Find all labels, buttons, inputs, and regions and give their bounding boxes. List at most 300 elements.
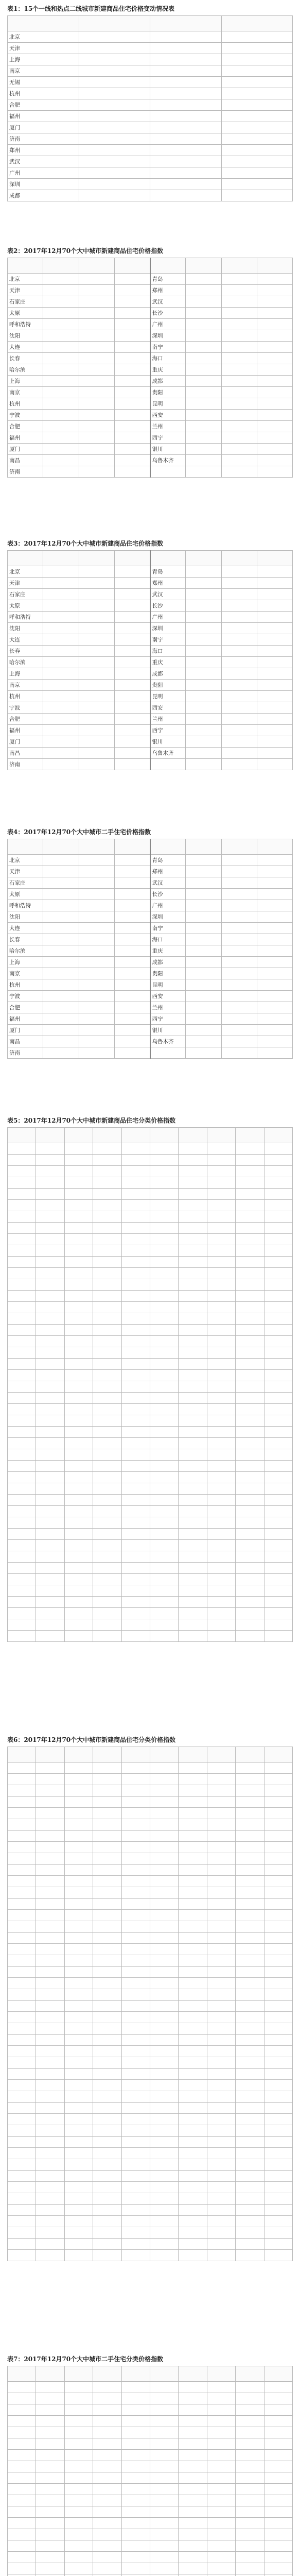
value-cell (150, 133, 222, 145)
value-cell (236, 2001, 264, 2012)
city-cell: 武汉 (150, 589, 186, 600)
table-header-row (8, 16, 293, 31)
value-cell (257, 945, 292, 957)
value-cell (114, 589, 150, 600)
table-row (8, 1540, 293, 1551)
value-cell (36, 1967, 64, 1978)
value-cell (36, 2012, 64, 2023)
value-cell (79, 877, 114, 889)
value-cell (93, 2148, 121, 2159)
city-cell (8, 1291, 36, 1302)
value-cell (179, 1853, 207, 1865)
table-title: 表3：2017年12月70个大中城市新建商品住宅价格指数 (7, 540, 164, 547)
value-cell (207, 1200, 235, 1211)
value-cell (64, 1166, 93, 1177)
value-cell (121, 1381, 150, 1393)
table-row (8, 2495, 293, 2506)
value-cell (264, 1393, 292, 1404)
table-row (8, 2080, 293, 2091)
table-row (8, 2518, 293, 2529)
city-cell (8, 1313, 36, 1325)
value-cell (264, 1483, 292, 1495)
value-cell (114, 432, 150, 444)
value-cell (264, 1967, 292, 1978)
value-cell (264, 1166, 292, 1177)
table-row (8, 1529, 293, 1540)
city-cell: 北京 (8, 566, 43, 578)
value-cell (207, 2001, 235, 2012)
value-cell (257, 589, 292, 600)
value-cell (150, 1876, 178, 1887)
value-cell (93, 1347, 121, 1359)
value-cell (150, 43, 222, 54)
value-cell (79, 455, 114, 466)
value-cell (179, 1762, 207, 1774)
value-cell (79, 308, 114, 319)
city-cell (8, 2563, 36, 2574)
value-cell (150, 2159, 178, 2171)
value-cell (186, 612, 221, 623)
value-cell (93, 1325, 121, 1336)
value-cell (36, 1211, 64, 1223)
value-cell (114, 866, 150, 877)
value-cell (179, 2216, 207, 2227)
value-cell (114, 934, 150, 945)
value-cell (221, 410, 257, 421)
city-cell (8, 1359, 36, 1370)
table-row (8, 1955, 293, 1967)
value-cell (114, 578, 150, 589)
value-cell (186, 342, 221, 353)
value-cell (121, 2552, 150, 2563)
value-cell (150, 2239, 178, 2250)
value-cell (36, 2069, 64, 2080)
table-row (8, 1608, 293, 1619)
value-cell (43, 566, 79, 578)
city-cell: 厦门 (8, 1025, 43, 1036)
value-cell (179, 2057, 207, 2069)
city-cell (8, 1517, 36, 1529)
table-row (8, 1245, 293, 1257)
data-table (7, 839, 293, 1059)
value-cell (79, 330, 114, 342)
value-cell (36, 1819, 64, 1831)
table-header-row (8, 551, 293, 566)
value-cell (207, 2080, 235, 2091)
value-cell (236, 2046, 264, 2057)
value-cell (264, 1819, 292, 1831)
value-cell (36, 1989, 64, 2001)
value-cell (64, 2540, 93, 2552)
value-cell (121, 1944, 150, 1955)
value-cell (221, 330, 257, 342)
table-row (8, 1631, 293, 1642)
value-cell (36, 1899, 64, 1910)
value-cell (93, 1223, 121, 1234)
value-cell (64, 1808, 93, 1819)
table-row (8, 1853, 293, 1865)
value-cell (36, 1302, 64, 1313)
value-cell (64, 2416, 93, 2427)
table-row (8, 2159, 293, 2171)
value-cell (64, 2182, 93, 2193)
value-cell (264, 2427, 292, 2438)
value-cell (236, 1921, 264, 1933)
value-cell (93, 1842, 121, 1853)
value-cell (114, 1013, 150, 1025)
city-cell (8, 1608, 36, 1619)
value-cell (64, 1819, 93, 1831)
city-cell: 青岛 (150, 855, 186, 866)
value-cell (221, 285, 257, 296)
value-cell (114, 714, 150, 725)
city-cell (8, 2227, 36, 2239)
table-row (8, 1483, 293, 1495)
value-cell (121, 1842, 150, 1853)
value-cell (179, 1978, 207, 1989)
city-cell: 成都 (8, 190, 79, 201)
value-cell (121, 2069, 150, 2080)
value-cell (150, 1438, 178, 1449)
table-row (8, 979, 293, 991)
value-cell (93, 2103, 121, 2114)
value-cell (64, 1944, 93, 1955)
value-cell (179, 2012, 207, 2023)
value-cell (93, 2069, 121, 2080)
city-cell: 呼和浩特 (8, 612, 43, 623)
value-cell (236, 2472, 264, 2484)
value-cell (179, 1189, 207, 1200)
table-row (8, 566, 293, 578)
value-cell (36, 1155, 64, 1166)
value-cell (186, 714, 221, 725)
table-header-cell (114, 839, 150, 855)
value-cell (150, 1608, 178, 1619)
value-cell (264, 1921, 292, 1933)
value-cell (64, 1483, 93, 1495)
value-cell (121, 1495, 150, 1506)
table-header-cell (186, 258, 221, 274)
value-cell (207, 1506, 235, 1517)
value-cell (186, 736, 221, 748)
value-cell (93, 1921, 121, 1933)
value-cell (236, 1177, 264, 1189)
table-row (8, 968, 293, 979)
value-cell (64, 1887, 93, 1899)
value-cell (36, 1631, 64, 1642)
city-cell (8, 2057, 36, 2069)
value-cell (264, 1155, 292, 1166)
value-cell (264, 1563, 292, 1574)
value-cell (43, 923, 79, 934)
value-cell (64, 2393, 93, 2404)
value-cell (179, 1551, 207, 1563)
value-cell (121, 2193, 150, 2205)
city-cell (8, 2472, 36, 2484)
value-cell (36, 1438, 64, 1449)
value-cell (64, 1200, 93, 1211)
value-cell (150, 1819, 178, 1831)
value-cell (179, 1155, 207, 1166)
value-cell (179, 1619, 207, 1631)
table-row (8, 1495, 293, 1506)
city-cell (8, 1978, 36, 1989)
table-title: 表2：2017年12月70个大中城市新建商品住宅价格指数 (7, 247, 164, 255)
value-cell (36, 2438, 64, 2450)
value-cell (121, 1166, 150, 1177)
value-cell (207, 2125, 235, 2137)
value-cell (179, 2540, 207, 2552)
value-cell (79, 99, 150, 111)
table-row (8, 2506, 293, 2518)
value-cell (121, 2103, 150, 2114)
city-cell (8, 2159, 36, 2171)
value-cell (93, 2114, 121, 2125)
value-cell (221, 319, 257, 330)
value-cell (257, 410, 292, 421)
value-cell (79, 668, 114, 680)
value-cell (179, 2069, 207, 2080)
value-cell (150, 167, 222, 179)
value-cell (79, 342, 114, 353)
value-cell (207, 2171, 235, 2182)
value-cell (43, 466, 79, 478)
city-cell (8, 1347, 36, 1359)
table-header-cell (150, 258, 186, 274)
value-cell (221, 691, 257, 702)
city-cell (8, 2552, 36, 2563)
table-header-cell (121, 1128, 150, 1143)
value-cell (221, 444, 257, 455)
value-cell (150, 2518, 178, 2529)
table-row (8, 1619, 293, 1631)
table-header-cell (8, 551, 43, 566)
value-cell (79, 398, 114, 410)
value-cell (264, 2484, 292, 2495)
value-cell (150, 1381, 178, 1393)
value-cell (36, 2023, 64, 2035)
value-cell (36, 2216, 64, 2227)
value-cell (93, 1853, 121, 1865)
value-cell (79, 589, 114, 600)
table-row (8, 1177, 293, 1189)
value-cell (114, 330, 150, 342)
value-cell (43, 680, 79, 691)
value-cell (36, 1291, 64, 1302)
table-row (8, 421, 293, 432)
value-cell (236, 1619, 264, 1631)
city-cell: 大连 (8, 342, 43, 353)
value-cell (93, 2023, 121, 2035)
value-cell (114, 646, 150, 657)
city-cell: 南宁 (150, 923, 186, 934)
value-cell (186, 979, 221, 991)
table-row (8, 1143, 293, 1155)
city-cell: 海口 (150, 646, 186, 657)
value-cell (36, 1495, 64, 1506)
value-cell (64, 2438, 93, 2450)
city-cell: 福州 (8, 725, 43, 736)
value-cell (150, 1631, 178, 1642)
value-cell (221, 566, 257, 578)
value-cell (186, 387, 221, 398)
value-cell (36, 1279, 64, 1291)
value-cell (150, 99, 222, 111)
table-row (8, 668, 293, 680)
city-cell (8, 1563, 36, 1574)
table-header-cell (221, 551, 257, 566)
city-cell: 济南 (8, 133, 79, 145)
value-cell (179, 1449, 207, 1461)
value-cell (64, 2035, 93, 2046)
value-cell (64, 1211, 93, 1223)
value-cell (64, 1472, 93, 1483)
table-header-cell (179, 2366, 207, 2382)
value-cell (43, 600, 79, 612)
city-cell (8, 1381, 36, 1393)
value-cell (121, 1529, 150, 1540)
value-cell (221, 190, 293, 201)
city-cell (8, 2461, 36, 2472)
table-header-cell (257, 839, 292, 855)
value-cell (121, 2137, 150, 2148)
value-cell (264, 1211, 292, 1223)
city-cell: 南宁 (150, 342, 186, 353)
value-cell (114, 612, 150, 623)
value-cell (236, 1404, 264, 1415)
value-cell (93, 1585, 121, 1597)
value-cell (179, 2404, 207, 2416)
value-cell (93, 1415, 121, 1427)
table-row (8, 2114, 293, 2125)
value-cell (236, 2393, 264, 2404)
value-cell (221, 308, 257, 319)
city-cell (8, 1393, 36, 1404)
value-cell (150, 2506, 178, 2518)
city-cell: 昆明 (150, 979, 186, 991)
city-cell (8, 2012, 36, 2023)
value-cell (207, 1785, 235, 1797)
city-cell (8, 2069, 36, 2080)
value-cell (236, 1540, 264, 1551)
value-cell (207, 1234, 235, 1245)
value-cell (43, 646, 79, 657)
value-cell (236, 1574, 264, 1585)
value-cell (179, 2518, 207, 2529)
value-cell (121, 2216, 150, 2227)
value-cell (179, 2103, 207, 2114)
value-cell (179, 1461, 207, 1472)
table-row (8, 2427, 293, 2438)
value-cell (207, 2159, 235, 2171)
value-cell (257, 421, 292, 432)
value-cell (179, 1921, 207, 1933)
value-cell (186, 566, 221, 578)
value-cell (150, 1842, 178, 1853)
value-cell (264, 2091, 292, 2103)
value-cell (36, 1597, 64, 1608)
table-header-cell (221, 16, 293, 31)
value-cell (36, 2461, 64, 2472)
city-cell: 石家庄 (8, 589, 43, 600)
table-row (8, 691, 293, 702)
value-cell (93, 2393, 121, 2404)
value-cell (207, 1967, 235, 1978)
table-row (8, 702, 293, 714)
value-cell (93, 1370, 121, 1381)
value-cell (36, 1774, 64, 1785)
table-row (8, 1404, 293, 1415)
value-cell (93, 1200, 121, 1211)
city-cell (8, 1831, 36, 1842)
city-cell: 北京 (8, 31, 79, 43)
value-cell (236, 1223, 264, 1234)
value-cell (64, 1774, 93, 1785)
value-cell (64, 1313, 93, 1325)
city-cell: 重庆 (150, 657, 186, 668)
value-cell (186, 1025, 221, 1036)
value-cell (150, 2182, 178, 2193)
value-cell (121, 2404, 150, 2416)
city-cell: 南京 (8, 680, 43, 691)
value-cell (36, 1529, 64, 1540)
value-cell (221, 179, 293, 190)
value-cell (114, 1047, 150, 1059)
value-cell (79, 1047, 114, 1059)
value-cell (121, 1619, 150, 1631)
table-row (8, 725, 293, 736)
city-cell: 贵阳 (150, 680, 186, 691)
value-cell (64, 2125, 93, 2137)
value-cell (236, 1495, 264, 1506)
value-cell (236, 1933, 264, 1944)
table-row (8, 1831, 293, 1842)
table-header-cell (114, 258, 150, 274)
table-row (8, 1347, 293, 1359)
value-cell (121, 1336, 150, 1347)
value-cell (221, 65, 293, 77)
value-cell (221, 156, 293, 167)
value-cell (207, 2205, 235, 2216)
value-cell (264, 2540, 292, 2552)
value-cell (221, 866, 257, 877)
value-cell (43, 736, 79, 748)
table-header-cell (150, 2366, 178, 2382)
value-cell (150, 1449, 178, 1461)
value-cell (264, 2023, 292, 2035)
value-cell (264, 1268, 292, 1279)
value-cell (93, 1177, 121, 1189)
table-row (8, 1774, 293, 1785)
city-cell (8, 1785, 36, 1797)
value-cell (121, 1597, 150, 1608)
value-cell (186, 330, 221, 342)
value-cell (264, 1551, 292, 1563)
city-cell (8, 1483, 36, 1495)
value-cell (79, 889, 114, 900)
value-cell (93, 2518, 121, 2529)
table-header-cell (186, 551, 221, 566)
value-cell (150, 1143, 178, 1155)
value-cell (221, 877, 257, 889)
value-cell (121, 1631, 150, 1642)
value-cell (93, 2182, 121, 2193)
value-cell (179, 1585, 207, 1597)
value-cell (221, 634, 257, 646)
value-cell (179, 2182, 207, 2193)
table-row (8, 657, 293, 668)
city-cell (150, 466, 186, 478)
